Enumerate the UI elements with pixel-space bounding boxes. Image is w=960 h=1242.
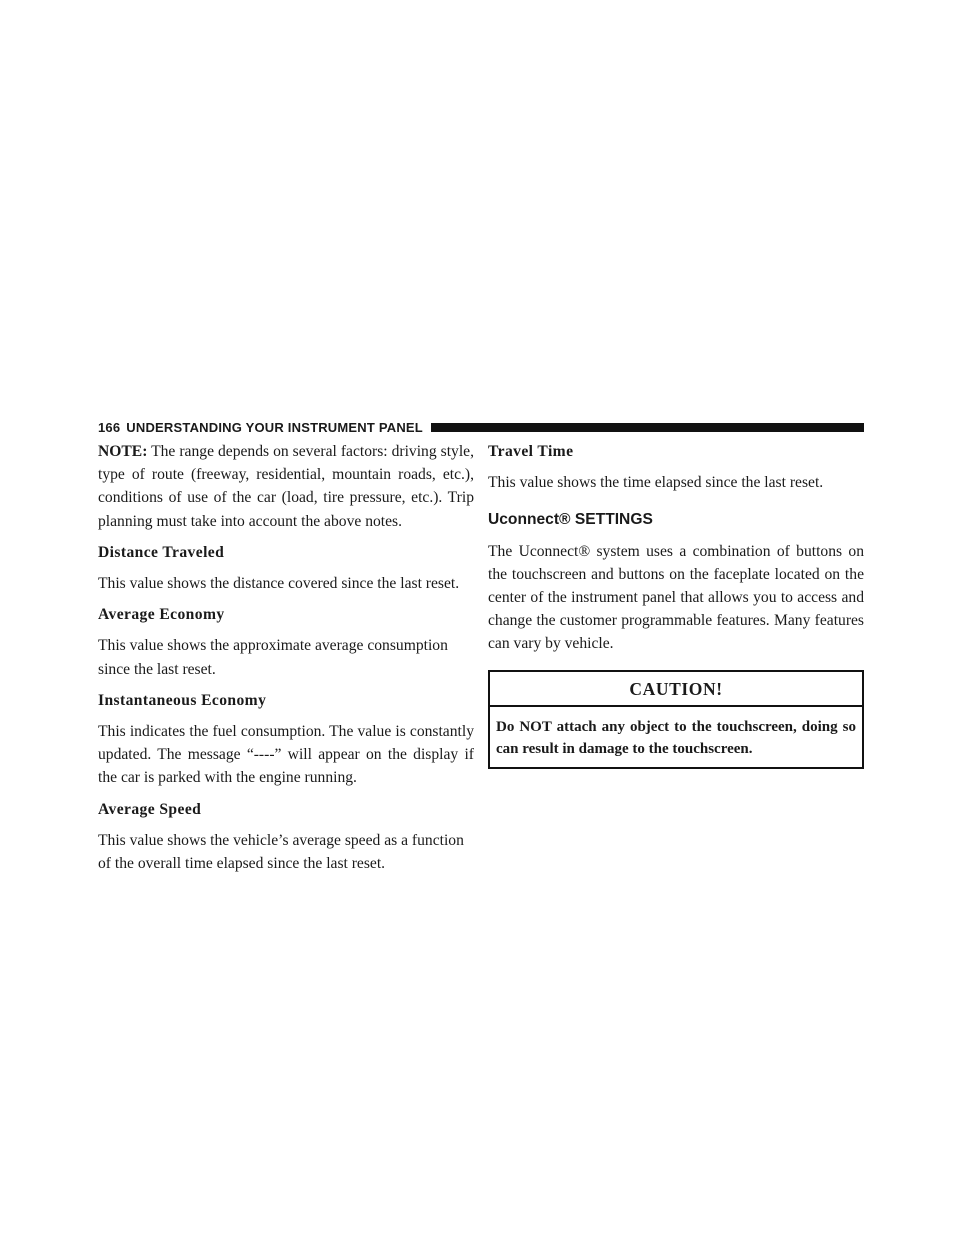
distance-traveled-heading: Distance Traveled [98,543,225,561]
note-text: The range depends on several factors: driving style, type of route (freeway, residential, mountain roads, etc.), conditions of use of the car (load, tire pressure, etc.). Trip planning must take into account the above notes. [98,443,474,530]
right-column [488,440,864,769]
note-label: NOTE: [98,443,148,460]
average-economy-body: This value shows the approximate average consumption since the last reset. [98,637,448,678]
page-number: 166 [98,419,121,435]
average-speed-heading: Average Speed [98,800,202,818]
caution-title: CAUTION! [490,672,862,707]
page-header [98,417,864,437]
travel-time-heading: Travel Time [488,443,574,460]
average-economy-heading: Average Economy [98,606,225,624]
distance-traveled-body: This value shows the distance covered since the last reset. [98,575,460,593]
uconnect-settings-heading: Uconnect® SETTINGS [488,511,653,529]
header-rule [431,423,864,432]
uconnect-settings-body: The Uconnect® system uses a combination of buttons on the touchscreen and buttons on the faceplate located on the center of the instrument panel that allows you to access and change the customer programmable features. Many features can vary by vehicle. [488,542,864,653]
left-column [98,440,474,883]
note-paragraph [98,440,474,533]
caution-box [488,670,864,769]
instantaneous-economy-body: This indicates the fuel consumption. The value is constantly updated. The message “----” will appear on the display if the car is parked with the engine running. [98,723,474,787]
caution-text: Do NOT attach any object to the touchscreen, doing so can result in damage to the touchscreen. [496,718,856,757]
section-title: UNDERSTANDING YOUR INSTRUMENT PANEL [126,419,423,435]
travel-time-body: This value shows the time elapsed since the last reset. [488,474,824,492]
average-speed-body: This value shows the vehicle’s average speed as a function of the overall time elapsed since the last reset. [98,831,464,873]
instantaneous-economy-heading: Instantaneous Economy [98,691,267,709]
